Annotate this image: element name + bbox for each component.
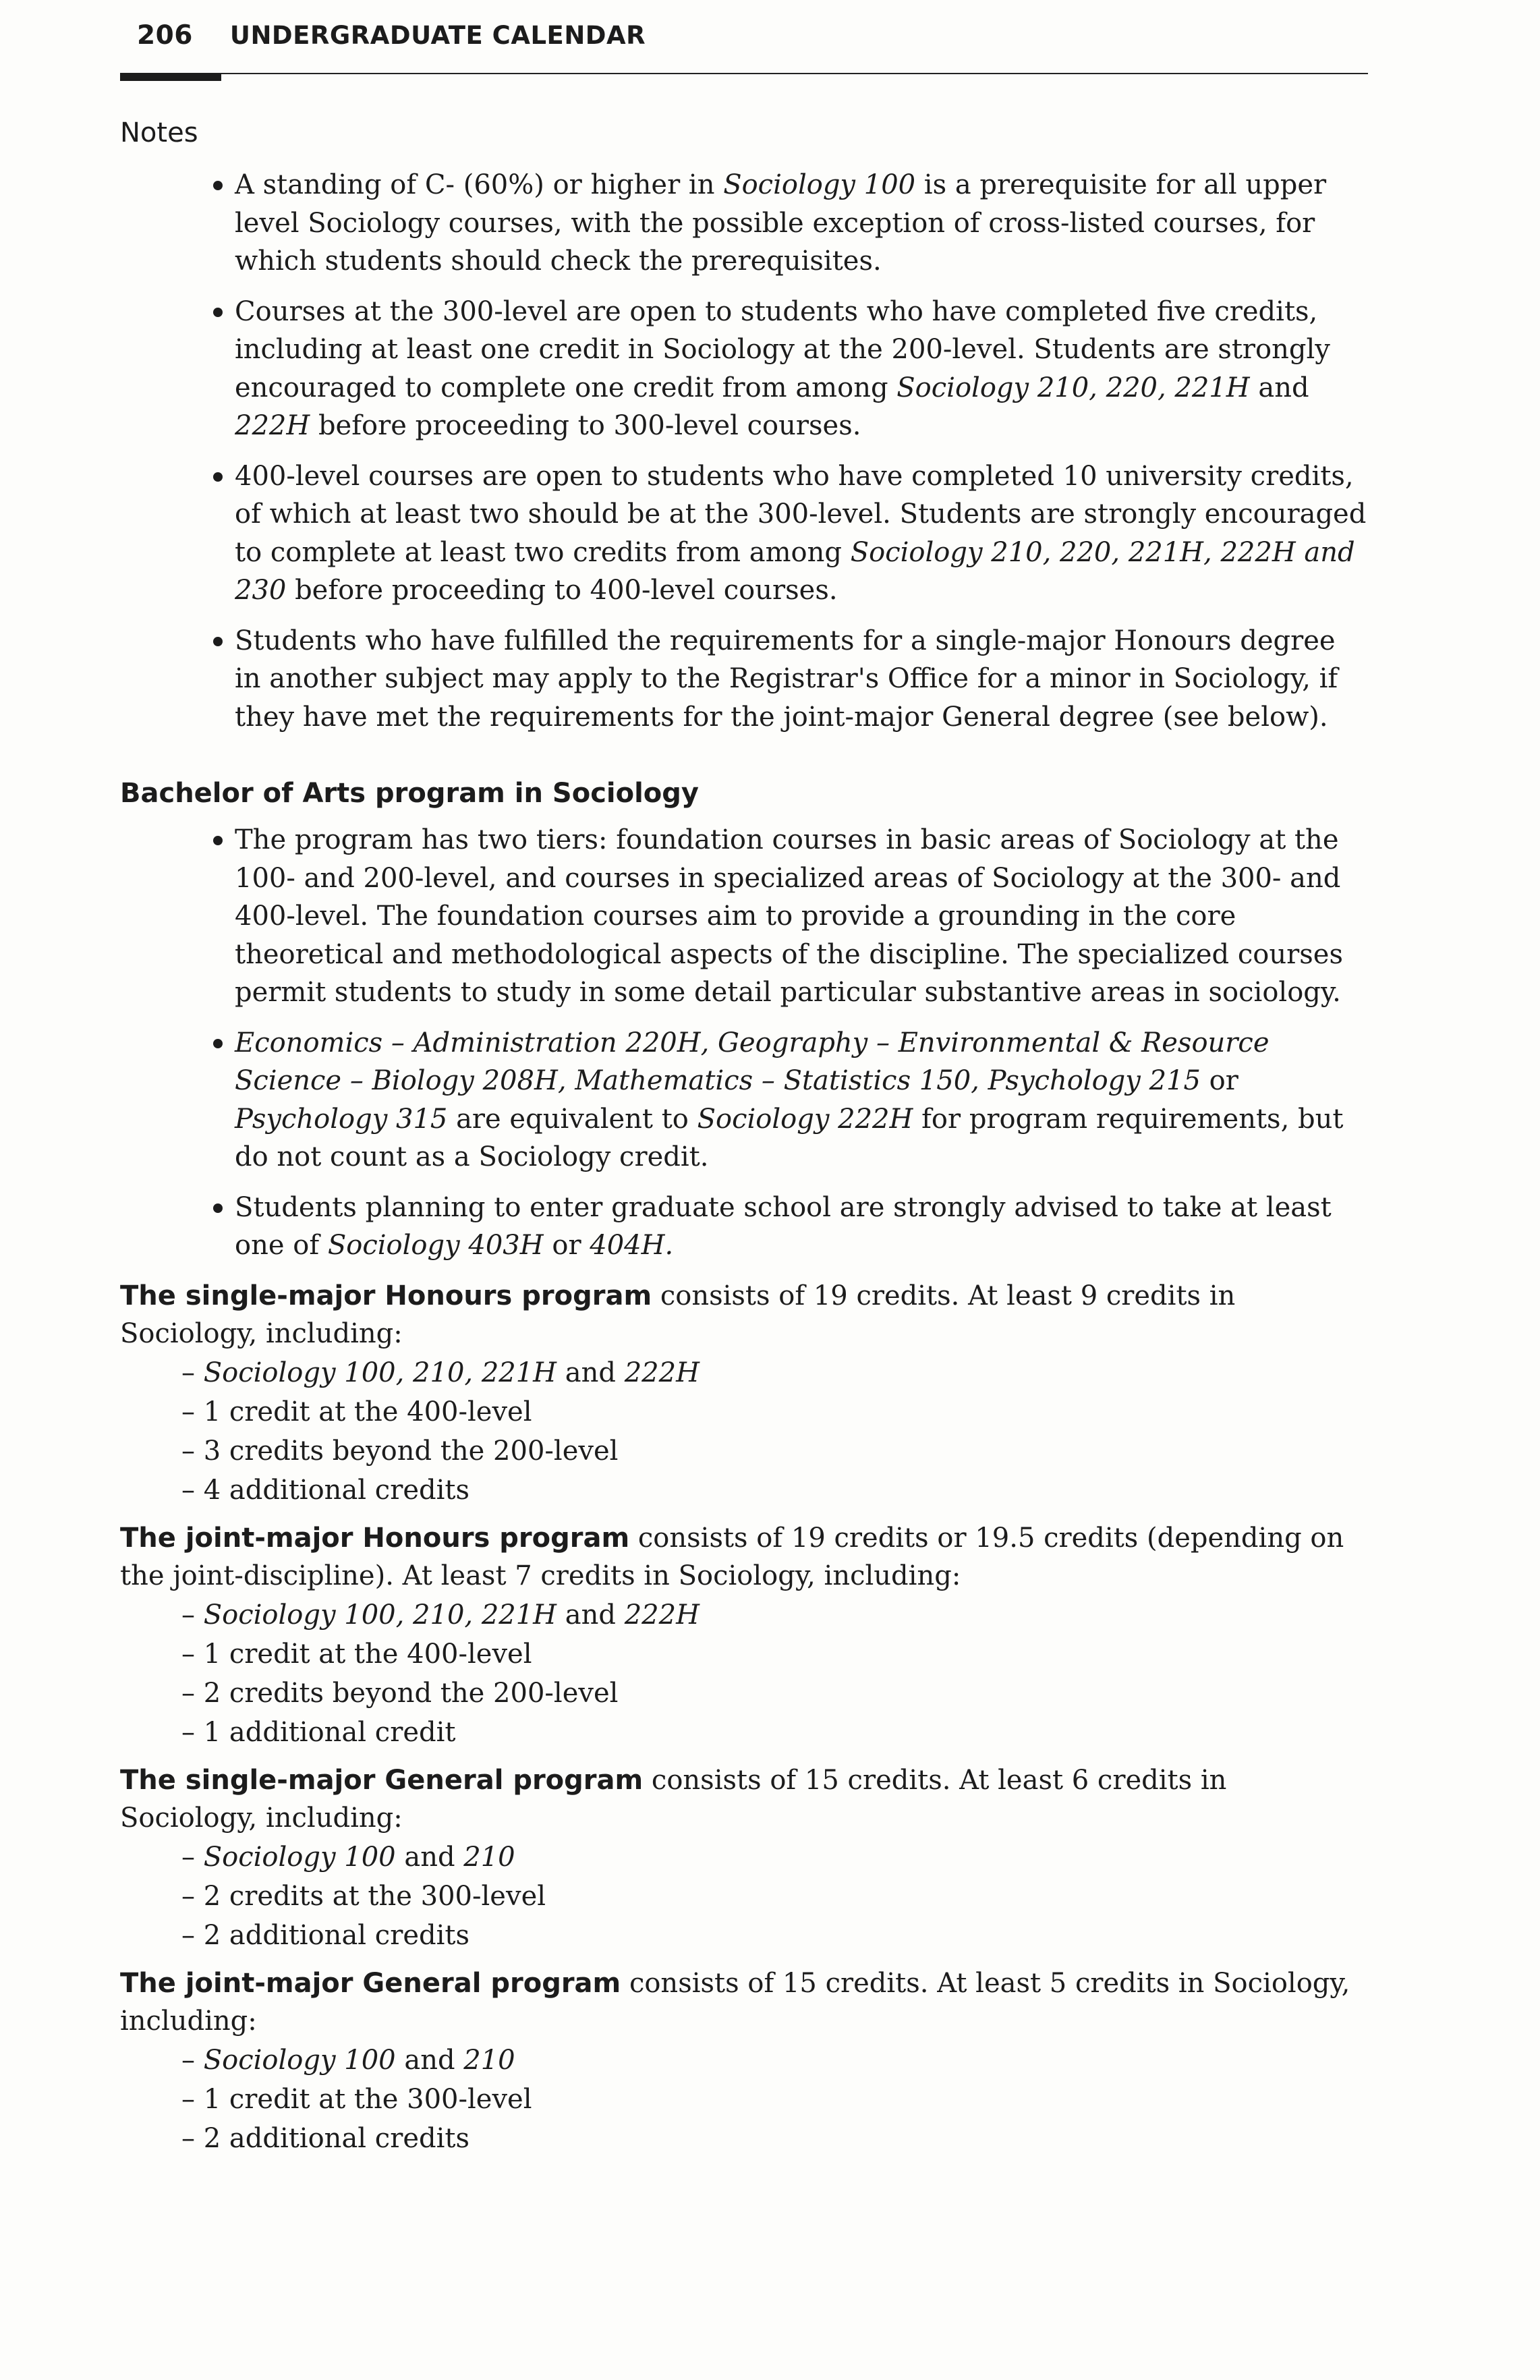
notes-item	[210, 457, 1368, 610]
course-ref: Sociology 100	[203, 2044, 396, 2076]
dash-marker: –	[181, 2122, 204, 2154]
bullet-icon	[213, 181, 223, 190]
running-head-title: UNDERGRADUATE CALENDAR	[229, 21, 646, 50]
program-name: The joint-major Honours program	[120, 1522, 630, 1554]
ba-text: The program has two tiers: foundation courses in basic areas of Sociology at the 100- and 200-level, and courses in specialized areas of Sociology at the 300- and 400-level. The foundation courses aim to provide a grounding in the core theoretical and methodological aspects of the discipline. The specialized courses permit students to study in some detail particular substantive areas in sociology.	[235, 824, 1343, 1008]
requirement-item	[181, 1635, 1368, 1674]
requirement-item	[181, 1838, 1368, 1877]
dash-marker: –	[181, 1919, 204, 1951]
requirement-text: 3 credits beyond the 200-level	[203, 1435, 619, 1467]
requirement-item	[181, 1432, 1368, 1471]
requirement-text: 2 additional credits	[203, 1919, 469, 1951]
requirement-text: 2 credits beyond the 200-level	[203, 1677, 619, 1709]
requirement-text: 1 additional credit	[203, 1716, 456, 1748]
note-text: Courses at the 300-level are open to students who have completed five credits, including at least one credit in Sociology at the 200-level. Students are strongly encouraged to complete one credit from among	[235, 295, 1330, 403]
course-ref: Economics – Administration 220H, Geography – Environmental & Resource Science – Biology 208H, Mathematics – Statistics 150, Psychology 215	[235, 1027, 1270, 1096]
bullet-icon	[213, 1039, 223, 1048]
ba-text: for program requirements, but do not count as a Sociology credit.	[235, 1103, 1344, 1172]
requirement-text: 2 additional credits	[203, 2122, 469, 2154]
ba-text: Students planning to enter graduate school are strongly advised to take at least one of	[235, 1191, 1332, 1261]
course-ref: 222H	[624, 1357, 700, 1388]
program-summary: consists of 19 credits or 19.5 credits (depending on the joint-discipline). At least 7 credits in Sociology, including:	[120, 1522, 1344, 1591]
course-ref: Sociology 100	[203, 1841, 396, 1873]
bullet-icon	[213, 1203, 223, 1213]
course-ref: Sociology 100, 210, 221H	[203, 1599, 557, 1631]
dash-marker: –	[181, 1357, 204, 1388]
course-ref: 404H.	[590, 1230, 674, 1261]
requirement-list	[120, 1838, 1368, 1955]
program-description	[120, 1761, 1368, 1838]
requirement-item	[181, 1595, 1368, 1635]
requirement-text: and	[395, 2044, 464, 2076]
note-text: 400-level courses are open to students who have completed 10 university credits, of which at least two should be at the 300-level. Students are strongly encouraged to complete at least two credits from among	[235, 460, 1367, 568]
requirement-item	[181, 1392, 1368, 1432]
header-rule-block	[120, 73, 221, 81]
ba-text: are equivalent to	[447, 1103, 697, 1135]
requirement-item	[181, 2119, 1368, 2158]
requirement-text: and	[557, 1599, 625, 1631]
requirement-list	[120, 1353, 1368, 1510]
ba-item	[210, 1024, 1368, 1177]
dash-marker: –	[181, 1677, 204, 1709]
notes-heading: Notes	[120, 117, 198, 148]
requirement-item	[181, 1916, 1368, 1955]
running-head	[120, 20, 1368, 69]
bullet-icon	[213, 472, 223, 482]
program-name: The single-major Honours program	[120, 1280, 652, 1311]
dash-marker: –	[181, 1841, 204, 1873]
dash-marker: –	[181, 1716, 204, 1748]
program-description	[120, 1964, 1368, 2041]
program-description	[120, 1277, 1368, 1353]
dash-marker: –	[181, 2083, 204, 2115]
requirement-item	[181, 2041, 1368, 2080]
ba-item	[210, 1189, 1368, 1265]
program-name: The joint-major General program	[120, 1967, 621, 1999]
dash-marker: –	[181, 1599, 204, 1631]
note-text: is a prerequisite for all upper level Sociology courses, with the possible exception of cross-listed courses, for which students should check the prerequisites.	[235, 169, 1327, 277]
program-name: The single-major General program	[120, 1764, 644, 1796]
course-ref: 222H	[624, 1599, 700, 1631]
course-ref: Sociology 222H	[697, 1103, 913, 1135]
ba-text: or	[1200, 1065, 1238, 1096]
notes-item	[210, 622, 1368, 737]
notes-item	[210, 293, 1368, 445]
requirement-text: and	[395, 1841, 464, 1873]
course-ref: 210	[463, 2044, 515, 2076]
notes-list	[120, 166, 1368, 736]
requirement-text: 4 additional credits	[203, 1474, 469, 1506]
requirement-item	[181, 2080, 1368, 2119]
requirement-item	[181, 1471, 1368, 1510]
course-ref: Psychology 315	[235, 1103, 448, 1135]
calendar-page	[120, 20, 1368, 2158]
header-rule	[120, 73, 1368, 77]
dash-marker: –	[181, 1880, 204, 1912]
dash-marker: –	[181, 1396, 204, 1427]
program-summary: consists of 19 credits. At least 9 credits in Sociology, including:	[120, 1280, 1236, 1349]
program-summary: consists of 15 credits. At least 6 credits in Sociology, including:	[120, 1764, 1227, 1834]
note-text: before proceeding to 400-level courses.	[286, 575, 838, 606]
notes-item	[210, 166, 1368, 281]
course-ref: Sociology 100	[723, 169, 916, 200]
ba-item	[210, 821, 1368, 1012]
bullet-icon	[213, 836, 223, 845]
requirement-item	[181, 1877, 1368, 1916]
requirement-text: 1 credit at the 300-level	[203, 2083, 532, 2115]
requirement-item	[181, 1674, 1368, 1713]
bullet-icon	[213, 308, 223, 317]
note-text: before proceeding to 300-level courses.	[310, 410, 861, 441]
ba-list	[120, 821, 1368, 1265]
requirement-list	[120, 2041, 1368, 2158]
requirement-text: 2 credits at the 300-level	[203, 1880, 546, 1912]
ba-heading: Bachelor of Arts program in Sociology	[120, 778, 699, 809]
requirement-text: 1 credit at the 400-level	[203, 1638, 532, 1670]
program-summary: consists of 15 credits. At least 5 credits in Sociology, including:	[120, 1967, 1350, 2037]
course-ref: 222H	[235, 410, 310, 441]
requirement-text: and	[557, 1357, 625, 1388]
dash-marker: –	[181, 2044, 204, 2076]
bullet-icon	[213, 637, 223, 646]
course-ref: Sociology 100, 210, 221H	[203, 1357, 557, 1388]
course-ref: Sociology 210, 220, 221H	[896, 372, 1250, 403]
note-text: A standing of C- (60%) or higher in	[235, 169, 724, 200]
course-ref: Sociology 210, 220, 221H, 222H and 230	[235, 536, 1355, 606]
course-ref: Sociology 403H	[327, 1230, 544, 1261]
requirement-item	[181, 1713, 1368, 1752]
note-text: Students who have fulfilled the requirements for a single-major Honours degree in another subject may apply to the Registrar's Office for a minor in Sociology, if they have met the requirements for the joint-major General degree (see below).	[235, 625, 1338, 733]
dash-marker: –	[181, 1474, 204, 1506]
page-number: 206	[137, 20, 193, 51]
requirement-item	[181, 1353, 1368, 1392]
dash-marker: –	[181, 1638, 204, 1670]
course-ref: 210	[463, 1841, 515, 1873]
requirement-text: 1 credit at the 400-level	[203, 1396, 532, 1427]
requirement-list	[120, 1595, 1368, 1752]
program-description	[120, 1519, 1368, 1595]
ba-text: or	[543, 1230, 590, 1261]
note-text: and	[1249, 372, 1309, 403]
dash-marker: –	[181, 1435, 204, 1467]
